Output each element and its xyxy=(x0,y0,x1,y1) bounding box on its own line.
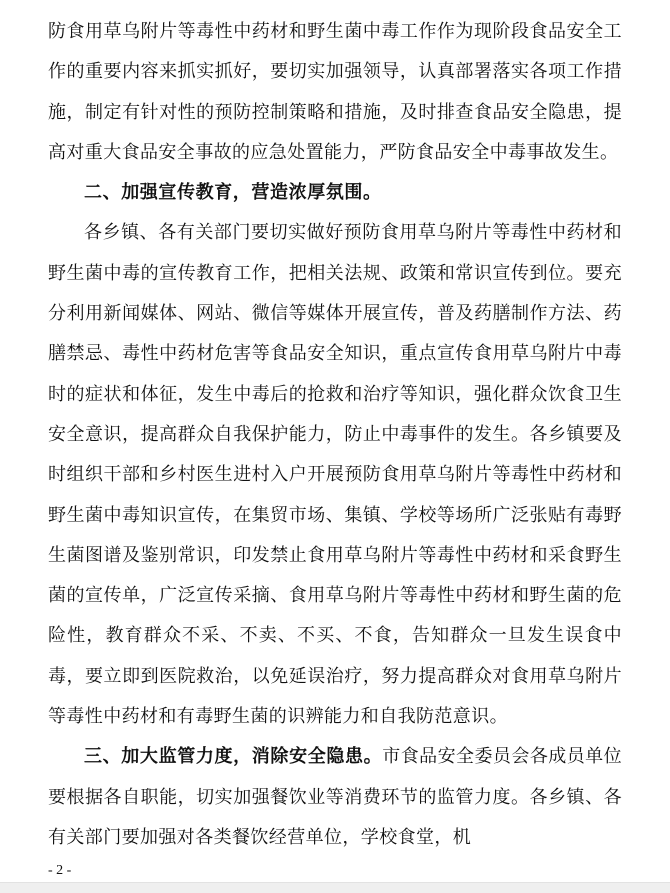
page-number: - 2 - xyxy=(48,863,72,878)
document-body xyxy=(48,12,622,858)
paragraph-text: 各乡镇、各有关部门要切实做好预防食用草乌附片等毒性中药材和野生菌中毒的宣传教育工作，把相关法规、政策和常识宣传到位。要充分利用新闻媒体、网站、微信等媒体开展宣传，普及药膳制作方法、药膳禁忌、毒性中药材危害等食品安全知识，重点宣传食用草乌附片中毒时的症状和体征，发生中毒后的抢救和治疗等知识，强化群众饮食卫生安全意识，提高群众自我保护能力，防止中毒事件的发生。各乡镇要及时组织干部和乡村医生进村入户开展预防食用草乌附片等毒性中药材和野生菌中毒知识宣传，在集贸市场、集镇、学校等场所广泛张贴有毒野生菌图谱及鉴别常识，印发禁止食用草乌附片等毒性中药材和采食野生菌的宣传单，广泛宣传采摘、食用草乌附片等毒性中药材和野生菌的危险性，教育群众不采、不卖、不买、不食，告知群众一旦发生误食中毒，要立即到医院救治，以免延误治疗，努力提高群众对食用草乌附片等毒性中药材和有毒野生菌的识辨能力和自我防范意识。 xyxy=(48,222,622,728)
paragraph-continuation xyxy=(48,12,622,173)
section-heading-text: 二、加强宣传教育，营造浓厚氛围。 xyxy=(84,182,382,204)
paragraph-publicity xyxy=(48,213,622,737)
page-bottom-edge xyxy=(0,882,670,893)
paragraph-text: 市食品安全委员会各成员单位要根据各自职能，切实加强餐饮业等消费环节的监管力度。各乡镇、各有关部门要加强对各类餐饮经营单位，学校食堂，机 xyxy=(48,746,622,848)
section-heading-text: 三、加大监管力度，消除安全隐患。 xyxy=(84,746,383,768)
section-heading-3 xyxy=(48,737,622,858)
section-heading-2 xyxy=(48,173,622,213)
paragraph-text: 防食用草乌附片等毒性中药材和野生菌中毒工作作为现阶段食品安全工作的重要内容来抓实抓好，要切实加强领导，认真部署落实各项工作措施，制定有针对性的预防控制策略和措施，及时排查食品安全隐患，提高对重大食品安全事故的应急处置能力，严防食品安全中毒事故发生。 xyxy=(48,21,622,163)
